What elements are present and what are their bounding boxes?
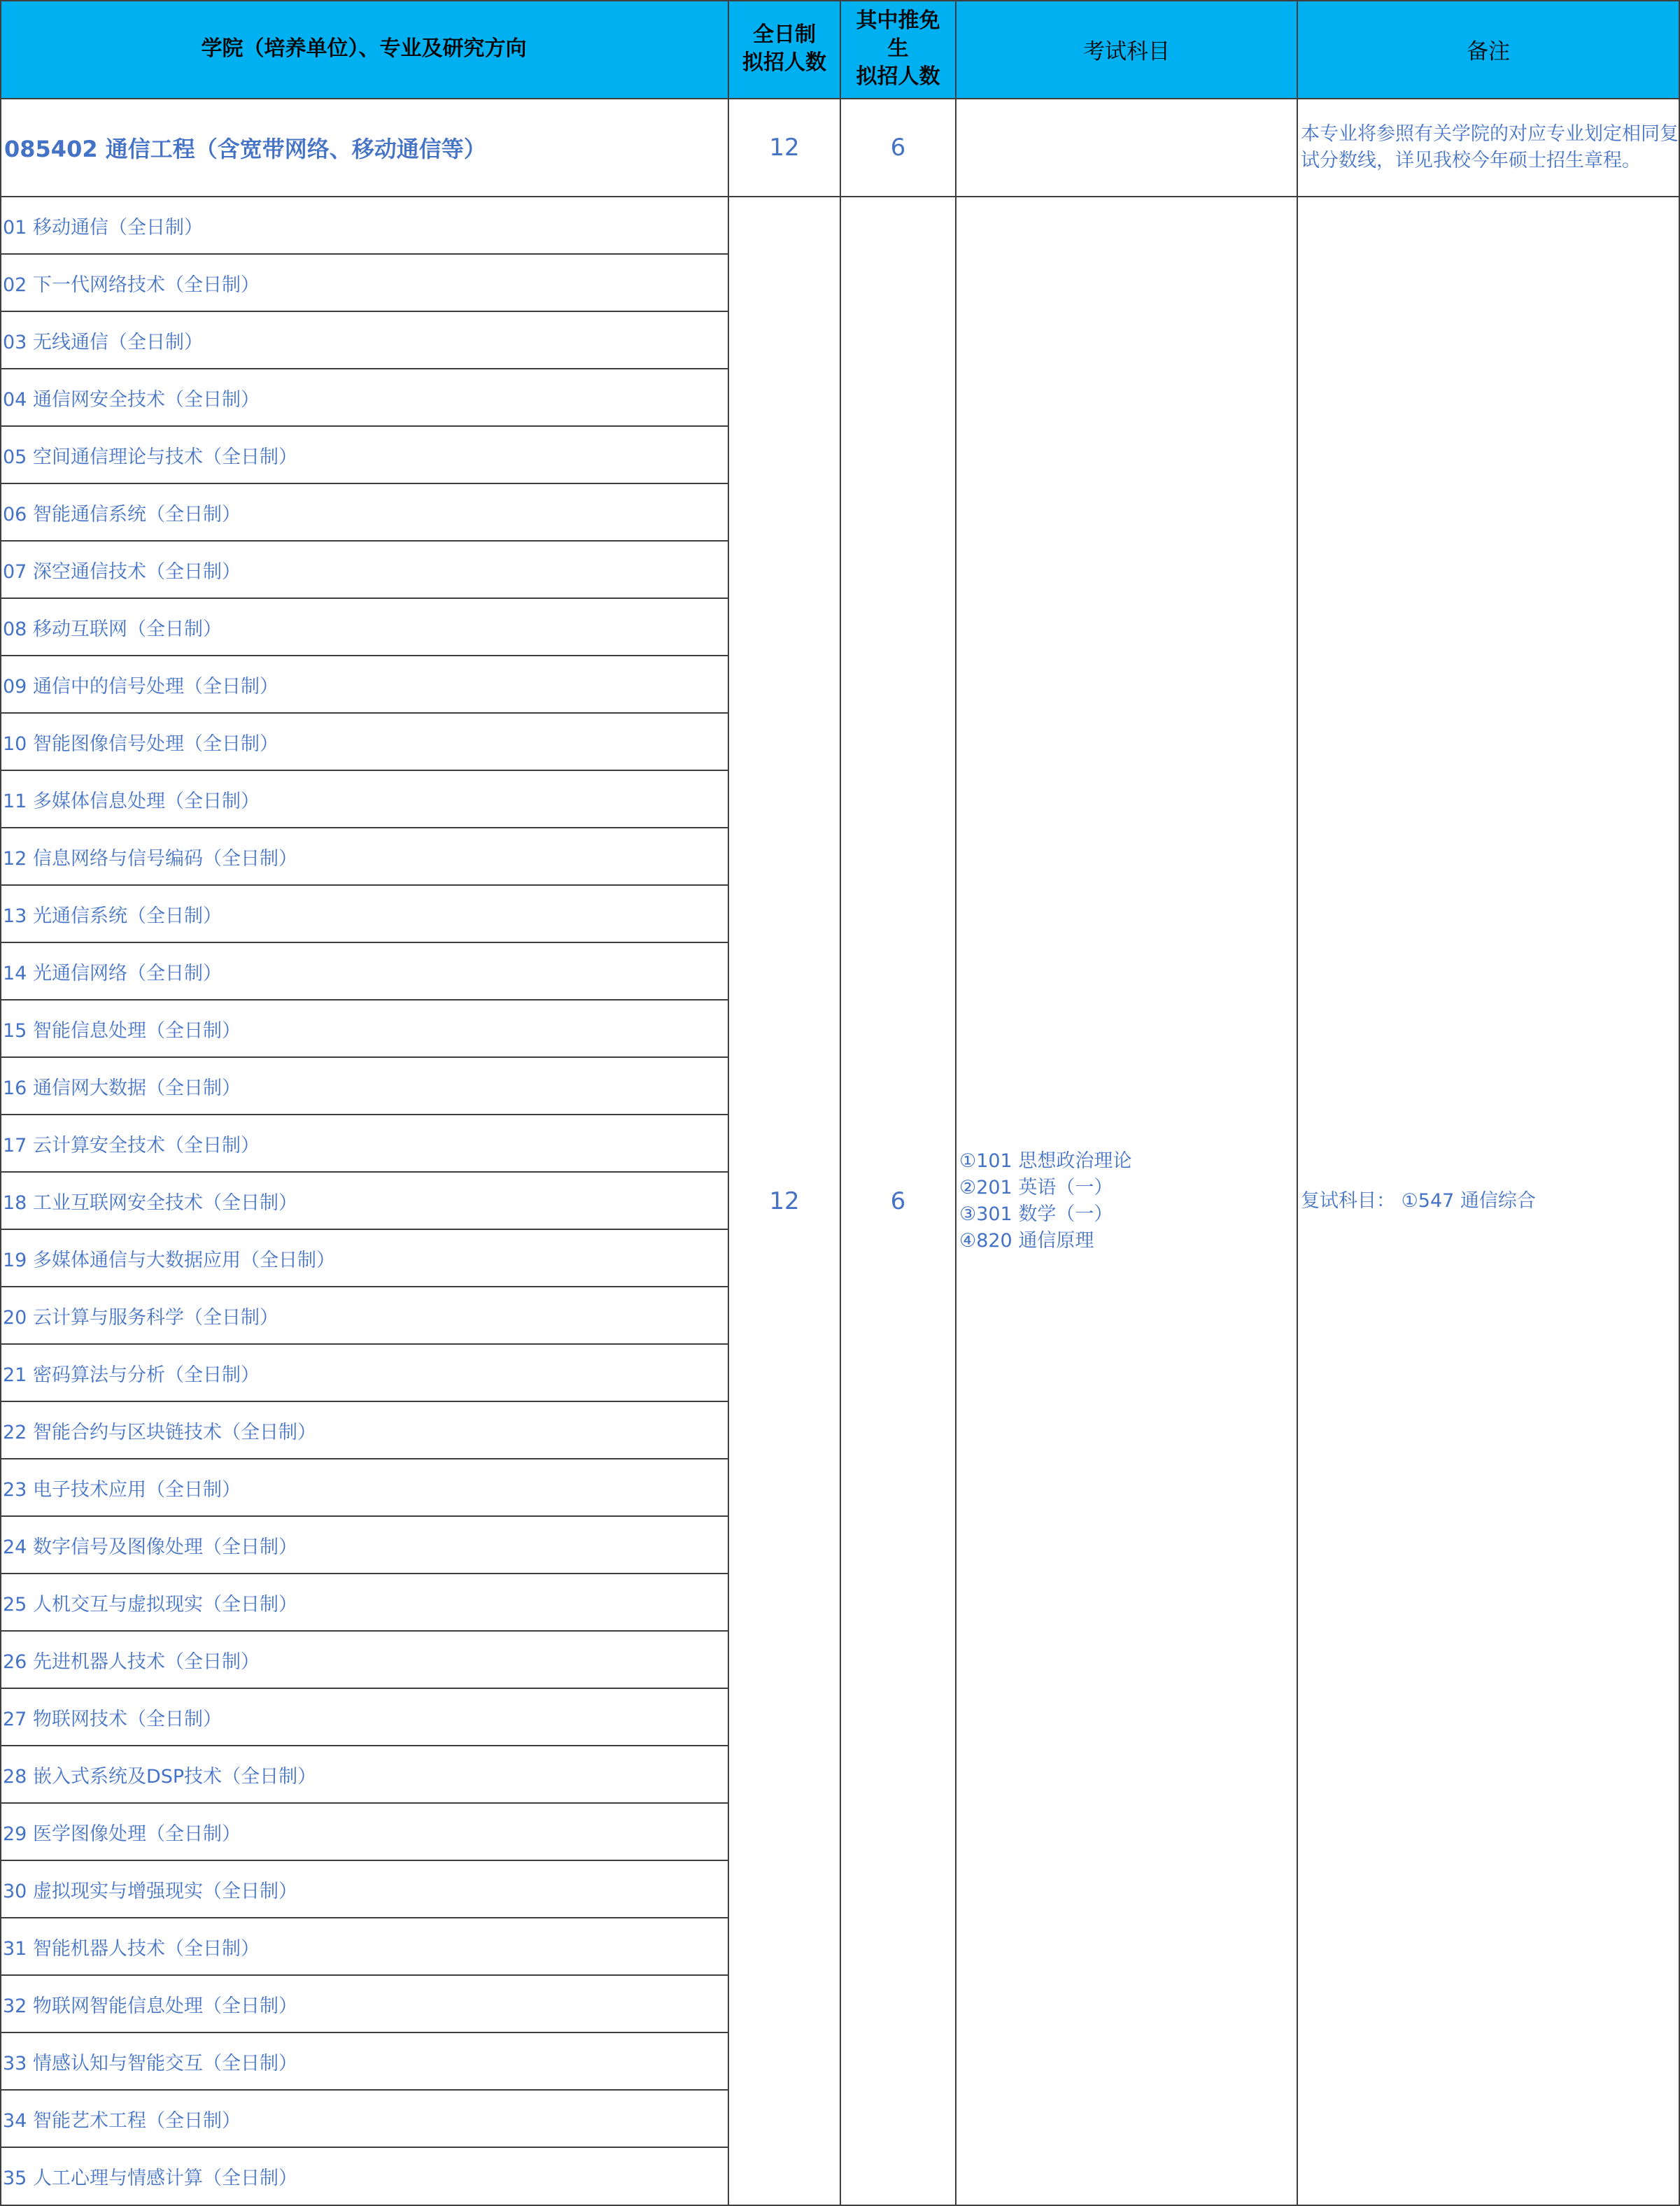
direction-label: 30 虚拟现实与增强现实（全日制）	[3, 1880, 297, 1902]
direction-label: 26 先进机器人技术（全日制）	[3, 1650, 260, 1673]
direction-row	[0, 1632, 729, 1689]
header-major	[0, 0, 729, 99]
direction-row	[0, 828, 729, 886]
direction-row	[0, 1115, 729, 1173]
major-exempt	[841, 99, 957, 197]
direction-label: 17 云计算安全技术（全日制）	[3, 1134, 260, 1157]
direction-label: 29 医学图像处理（全日制）	[3, 1823, 241, 1845]
major-note-text: 本专业将参照有关学院的对应专业划定相同复试分数线，详见我校今年硕士招生章程。	[1301, 123, 1679, 171]
direction-label: 31 智能机器人技术（全日制）	[3, 1937, 260, 1960]
header-major-label: 学院（培养单位）、专业及研究方向	[201, 36, 527, 61]
major-fulltime	[729, 99, 841, 197]
direction-label: 18 工业互联网安全技术（全日制）	[3, 1192, 297, 1214]
direction-row	[0, 599, 729, 656]
direction-label: 02 下一代网络技术（全日制）	[3, 274, 260, 296]
header-exempt-line2: 生	[887, 36, 909, 61]
direction-label: 06 智能通信系统（全日制）	[3, 503, 241, 525]
directions-note	[1298, 197, 1680, 2206]
direction-label: 27 物联网技术（全日制）	[3, 1708, 222, 1730]
direction-row	[0, 1976, 729, 2033]
header-exempt	[841, 0, 957, 99]
major-note	[1298, 99, 1680, 197]
direction-row	[0, 1689, 729, 1746]
direction-label: 22 智能合约与区块链技术（全日制）	[3, 1421, 316, 1443]
direction-row	[0, 542, 729, 599]
direction-label: 35 人工心理与情感计算（全日制）	[3, 2168, 297, 2189]
direction-label: 32 物联网智能信息处理（全日制）	[3, 1995, 297, 2017]
direction-label: 20 云计算与服务科学（全日制）	[3, 1306, 278, 1329]
direction-row	[0, 886, 729, 943]
header-fulltime-line1: 全日制	[753, 22, 816, 47]
direction-row	[0, 427, 729, 484]
direction-label: 03 无线通信（全日制）	[3, 331, 203, 353]
direction-row	[0, 484, 729, 542]
direction-label: 09 通信中的信号处理（全日制）	[3, 675, 278, 698]
header-exempt-line1: 其中推免	[856, 8, 940, 33]
directions-exempt-value: 6	[890, 1187, 906, 1215]
direction-row	[0, 1574, 729, 1632]
direction-row	[0, 2148, 729, 2206]
direction-row	[0, 2091, 729, 2148]
subject-3: ③301 数学（一）	[959, 1203, 1113, 1225]
header-subjects	[957, 0, 1298, 99]
direction-label: 10 智能图像信号处理（全日制）	[3, 733, 278, 755]
direction-label: 24 数字信号及图像处理（全日制）	[3, 1536, 297, 1558]
direction-label: 05 空间通信理论与技术（全日制）	[3, 446, 297, 468]
direction-label: 34 智能艺术工程（全日制）	[3, 2109, 241, 2132]
directions-exempt	[841, 197, 957, 2206]
direction-row	[0, 1746, 729, 1804]
direction-row	[0, 312, 729, 369]
direction-row	[0, 1058, 729, 1115]
major-name-text: 085402 通信工程（含宽带网络、移动通信等）	[4, 136, 486, 162]
direction-row	[0, 1918, 729, 1976]
directions-note-text: 复试科目： ①547 通信综合	[1301, 1189, 1536, 1212]
direction-label: 28 嵌入式系统及DSP技术（全日制）	[3, 1765, 317, 1788]
direction-label: 13 光通信系统（全日制）	[3, 905, 222, 927]
direction-label: 21 密码算法与分析（全日制）	[3, 1364, 260, 1386]
direction-label: 01 移动通信（全日制）	[3, 216, 203, 239]
direction-row	[0, 1402, 729, 1459]
direction-row	[0, 255, 729, 312]
direction-row	[0, 714, 729, 771]
direction-label: 08 移动互联网（全日制）	[3, 618, 222, 640]
direction-row	[0, 1173, 729, 1230]
direction-label: 33 情感认知与智能交互（全日制）	[3, 2052, 297, 2074]
header-fulltime-line2: 拟招人数	[742, 50, 826, 75]
direction-row	[0, 1804, 729, 1861]
direction-row	[0, 771, 729, 828]
header-notes	[1298, 0, 1680, 99]
major-exempt-value: 6	[890, 134, 906, 162]
direction-label: 14 光通信网络（全日制）	[3, 962, 222, 984]
subject-2: ②201 英语（一）	[959, 1176, 1113, 1199]
direction-label: 11 多媒体信息处理（全日制）	[3, 790, 260, 812]
subject-4: ④820 通信原理	[959, 1229, 1094, 1252]
major-fulltime-value: 12	[769, 134, 800, 162]
major-name	[0, 99, 729, 197]
header-notes-label: 备注	[1467, 38, 1510, 64]
header-exempt-line3: 拟招人数	[856, 64, 940, 89]
direction-label: 15 智能信息处理（全日制）	[3, 1019, 241, 1042]
directions-fulltime	[729, 197, 841, 2206]
direction-label: 19 多媒体通信与大数据应用（全日制）	[3, 1249, 335, 1271]
subject-1: ①101 思想政治理论	[959, 1150, 1132, 1172]
direction-label: 07 深空通信技术（全日制）	[3, 560, 241, 583]
direction-label: 16 通信网大数据（全日制）	[3, 1077, 241, 1099]
direction-label: 23 电子技术应用（全日制）	[3, 1478, 241, 1501]
direction-row	[0, 1345, 729, 1402]
direction-row	[0, 369, 729, 427]
direction-row	[0, 1861, 729, 1918]
directions-subjects	[957, 197, 1298, 2206]
direction-row	[0, 656, 729, 714]
direction-row	[0, 1230, 729, 1287]
header-fulltime	[729, 0, 841, 99]
direction-row	[0, 2033, 729, 2091]
directions-fulltime-value: 12	[769, 1187, 800, 1215]
header-subjects-label: 考试科目	[1083, 38, 1170, 64]
direction-row	[0, 1517, 729, 1574]
direction-row	[0, 943, 729, 1001]
direction-label: 12 信息网络与信号编码（全日制）	[3, 847, 297, 870]
direction-label: 04 通信网安全技术（全日制）	[3, 388, 260, 411]
direction-row	[0, 1001, 729, 1058]
direction-row	[0, 1287, 729, 1345]
direction-row	[0, 197, 729, 255]
direction-row	[0, 1459, 729, 1517]
direction-label: 25 人机交互与虚拟现实（全日制）	[3, 1593, 297, 1615]
major-subjects	[957, 99, 1298, 197]
